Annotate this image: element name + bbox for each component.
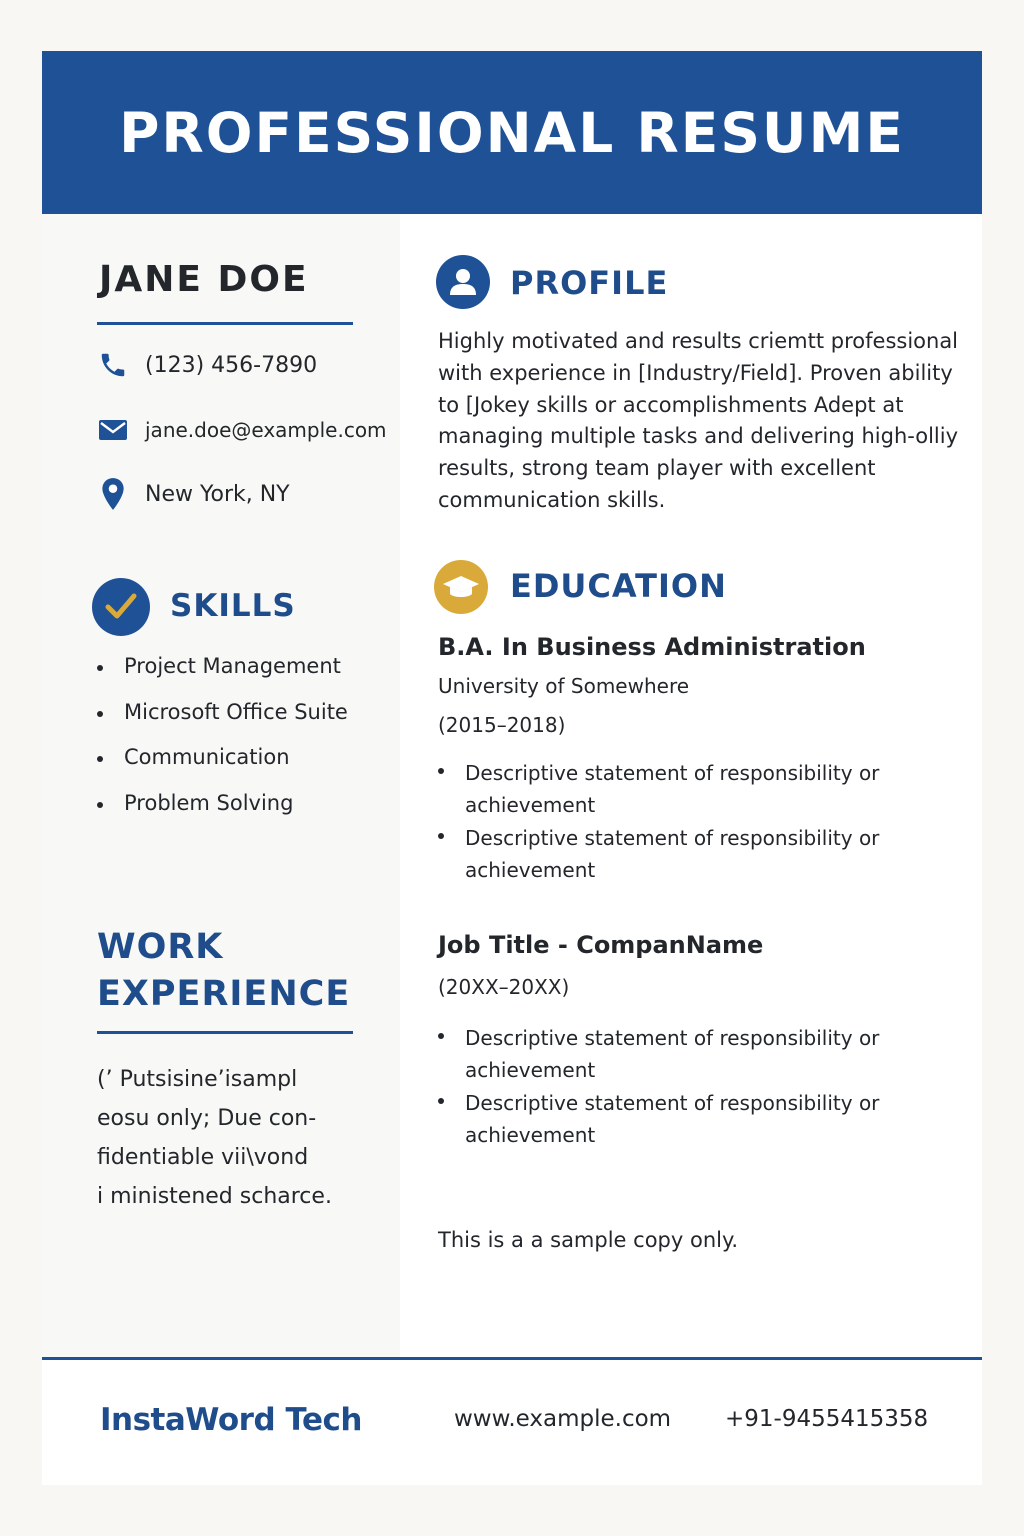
footer-website[interactable]: www.example.com bbox=[454, 1406, 672, 1432]
school-name: University of Somewhere bbox=[438, 674, 690, 698]
degree-title: B.A. In Business Administration bbox=[438, 633, 866, 661]
contact-location bbox=[97, 478, 290, 510]
job-bullet bbox=[438, 1022, 958, 1086]
bullet-line: Descriptive statement of responsibility or bbox=[465, 1026, 880, 1050]
skills-heading: SKILLS bbox=[170, 588, 296, 624]
graduation-cap-icon bbox=[434, 560, 488, 614]
work-heading-line1: WORK bbox=[97, 927, 224, 967]
work-side-line: (’ Putsisine’isampl bbox=[97, 1067, 298, 1092]
profile-heading: PROFILE bbox=[510, 264, 669, 302]
person-name: JANE DOE bbox=[99, 259, 309, 300]
skills-list bbox=[97, 654, 348, 836]
skill-item: Microsoft Office Suite bbox=[97, 700, 348, 746]
header-banner bbox=[42, 51, 982, 214]
education-years: (2015–2018) bbox=[438, 713, 566, 737]
bullet-line: Descriptive statement of responsibility or bbox=[465, 761, 880, 785]
profile-user-icon bbox=[436, 255, 490, 309]
work-side-line: eosu only; Due con- bbox=[97, 1106, 317, 1131]
job-title: Job Title - CompanName bbox=[438, 931, 764, 959]
education-bullet bbox=[438, 822, 958, 886]
bullet-line: achievement bbox=[465, 793, 596, 817]
skills-check-icon bbox=[92, 578, 150, 636]
bullet-line: Descriptive statement of responsibility or bbox=[465, 1091, 880, 1115]
phone-icon bbox=[97, 349, 129, 381]
email-text: jane.doe@example.com bbox=[145, 418, 387, 442]
location-text: New York, NY bbox=[145, 481, 290, 507]
skill-item: Project Management bbox=[97, 654, 348, 700]
contact-phone bbox=[97, 349, 317, 381]
job-bullet bbox=[438, 1087, 958, 1151]
profile-line: communication skills. bbox=[438, 487, 666, 512]
skill-item: Problem Solving bbox=[97, 791, 348, 837]
work-experience-heading bbox=[97, 924, 350, 1018]
mail-icon bbox=[97, 414, 129, 446]
profile-line: results, strong team player with excellent bbox=[438, 456, 876, 481]
footer-brand: InstaWord Tech bbox=[100, 1402, 362, 1438]
education-heading: EDUCATION bbox=[510, 567, 727, 605]
resume-title: PROFESSIONAL RESUME bbox=[119, 100, 905, 165]
profile-line: to [Jokey skills or accomplishments Adept at bbox=[438, 392, 904, 417]
profile-line: with experience in [Industry/Field]. Proven ability bbox=[438, 360, 953, 385]
work-divider bbox=[97, 1031, 353, 1034]
profile-line: Highly motivated and results criemtt professional bbox=[438, 329, 959, 353]
location-pin-icon bbox=[97, 478, 129, 510]
footer-divider bbox=[42, 1357, 982, 1360]
footer-phone: +91-9455415358 bbox=[725, 1406, 929, 1432]
work-side-text bbox=[97, 1060, 332, 1216]
profile-text bbox=[438, 326, 958, 517]
work-side-line: i ministened scharce. bbox=[97, 1184, 332, 1209]
bullet-line: achievement bbox=[465, 1058, 596, 1082]
job-years: (20XX–20XX) bbox=[438, 975, 570, 999]
work-heading-line2: EXPERIENCE bbox=[97, 974, 351, 1014]
resume-sheet bbox=[42, 51, 982, 1485]
job-bullets bbox=[438, 1022, 958, 1151]
bullet-line: achievement bbox=[465, 1123, 596, 1147]
education-bullets bbox=[438, 757, 958, 886]
education-bullet bbox=[438, 757, 958, 821]
contact-email bbox=[97, 414, 387, 446]
work-side-line: fidentiable vii\vond bbox=[97, 1145, 309, 1170]
bullet-line: achievement bbox=[465, 858, 596, 882]
profile-line: managing multiple tasks and delivering high-olliy bbox=[438, 424, 958, 449]
skill-item: Communication bbox=[97, 745, 348, 791]
sample-note: This is a a sample copy only. bbox=[438, 1228, 739, 1252]
phone-text: (123) 456-7890 bbox=[145, 352, 318, 378]
name-divider bbox=[97, 322, 353, 325]
bullet-line: Descriptive statement of responsibility or bbox=[465, 826, 880, 850]
